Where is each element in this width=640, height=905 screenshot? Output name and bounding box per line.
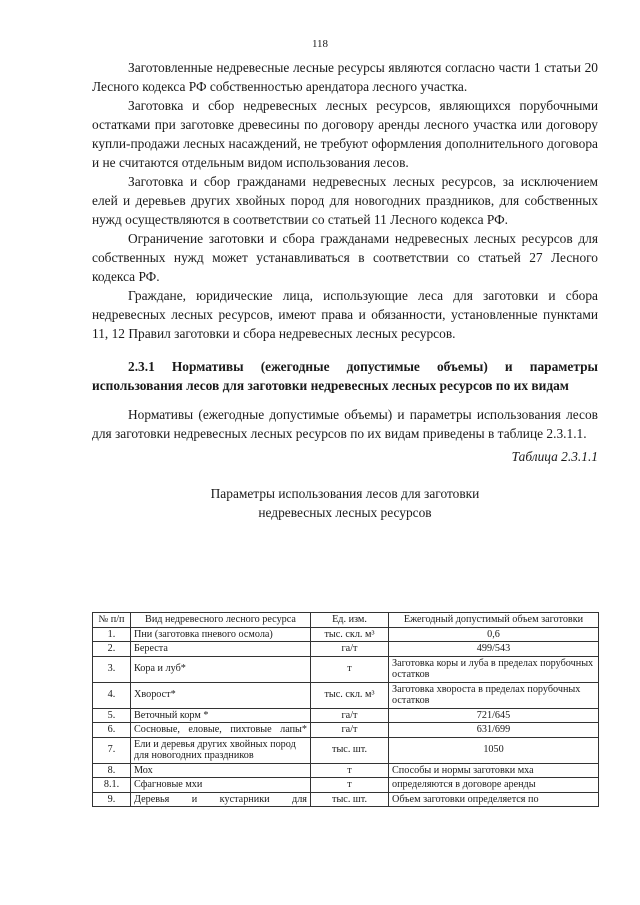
cell-unit: т <box>311 778 389 793</box>
cell-value: 631/699 <box>389 723 599 738</box>
table-row <box>93 708 599 723</box>
paragraph: Ограничение заготовки и сбора гражданами недревесных лесных ресурсов для собственных нужд может устанавливаться в соответствии со статьей 27 Лесного кодекса РФ. <box>92 231 598 284</box>
cell-unit: тыс. скл. м³ <box>311 682 389 708</box>
parameters-table <box>92 612 599 807</box>
header-value: Ежегодный допустимый объем заготовки <box>389 613 599 628</box>
paragraph: Заготовка и сбор недревесных лесных ресурсов, являющихся порубочными остатками при заготовке древесины по договору аренды лесного участка или договору купли-продажи лесных насаждений, не требуют оформления дополнительного договора и не считаются отдельным видом использования лесов. <box>92 98 598 170</box>
section-text: Нормативы (ежегодные допустимые объемы) и параметры использования лесов для заготовки недревесных лесных ресурсов по их видам приведены в таблице 2.3.1.1. <box>92 407 598 441</box>
table-row <box>93 737 599 763</box>
paragraph: Граждане, юридические лица, использующие леса для заготовки и сбора недревесных лесных ресурсов, имеют права и обязанности, установленные пунктами 11, 12 Правил заготовки и сбора недревесных лесных ресурсов. <box>92 288 598 341</box>
table-title <box>92 484 598 522</box>
cell-num: 7. <box>93 737 131 763</box>
cell-value: 0,6 <box>389 627 599 642</box>
cell-unit: тыс. шт. <box>311 792 389 807</box>
cell-name: Ели и деревья других хвойных пород для новогодних праздников <box>131 737 311 763</box>
cell-value: Объем заготовки определяется по <box>389 792 599 807</box>
table-row <box>93 763 599 778</box>
cell-value: 499/543 <box>389 642 599 657</box>
table-caption: Таблица 2.3.1.1 <box>511 449 598 464</box>
table-title-line: недревесных лесных ресурсов <box>258 505 432 520</box>
page-number: 118 <box>311 38 329 50</box>
cell-value: Способы и нормы заготовки мха <box>389 763 599 778</box>
cell-name: Деревья и кустарники для <box>131 792 311 807</box>
cell-num: 2. <box>93 642 131 657</box>
header-name: Вид недревесного лесного ресурса <box>131 613 311 628</box>
cell-value: 1050 <box>389 737 599 763</box>
table-row <box>93 682 599 708</box>
cell-name: Мох <box>131 763 311 778</box>
section-heading: 2.3.1 Нормативы (ежегодные допустимые объемы) и параметры использования лесов для заготовки недревесных лесных ресурсов по их видам <box>92 359 598 393</box>
table-header-row <box>93 613 599 628</box>
cell-num: 5. <box>93 708 131 723</box>
cell-name: Хворост* <box>131 682 311 708</box>
cell-num: 3. <box>93 656 131 682</box>
cell-name: Сфагновые мхи <box>131 778 311 793</box>
table-row <box>93 642 599 657</box>
cell-name: Сосновые, еловые, пихтовые лапы* <box>131 723 311 738</box>
cell-value: Заготовка коры и луба в пределах порубочных остатков <box>389 656 599 682</box>
cell-unit: тыс. шт. <box>311 737 389 763</box>
cell-num: 4. <box>93 682 131 708</box>
cell-unit: т <box>311 656 389 682</box>
table-row <box>93 656 599 682</box>
cell-value: Заготовка хвороста в пределах порубочных остатков <box>389 682 599 708</box>
cell-name: Береста <box>131 642 311 657</box>
cell-num: 6. <box>93 723 131 738</box>
cell-unit: тыс. скл. м³ <box>311 627 389 642</box>
cell-num: 8. <box>93 763 131 778</box>
cell-name: Пни (заготовка пневого осмола) <box>131 627 311 642</box>
cell-name: Веточный корм * <box>131 708 311 723</box>
cell-unit: га/т <box>311 642 389 657</box>
cell-num: 9. <box>93 792 131 807</box>
table-row <box>93 627 599 642</box>
cell-num: 1. <box>93 627 131 642</box>
cell-unit: га/т <box>311 708 389 723</box>
table-title-line: Параметры использования лесов для заготовки <box>210 486 480 501</box>
paragraph: Заготовка и сбор гражданами недревесных лесных ресурсов, за исключением елей и деревьев других хвойных пород для новогодних праздников, для собственных нужд осуществляются в соответствии со статьей 11 Лесного кодекса РФ. <box>92 174 598 227</box>
header-num: № п/п <box>93 613 131 628</box>
cell-unit: т <box>311 763 389 778</box>
table-row <box>93 792 599 807</box>
table-row <box>93 723 599 738</box>
table-row <box>93 778 599 793</box>
header-unit: Ед. изм. <box>311 613 389 628</box>
cell-value: определяются в договоре аренды <box>389 778 599 793</box>
cell-value: 721/645 <box>389 708 599 723</box>
cell-unit: га/т <box>311 723 389 738</box>
document-body <box>92 58 598 522</box>
cell-num: 8.1. <box>93 778 131 793</box>
paragraph: Заготовленные недревесные лесные ресурсы являются согласно части 1 статьи 20 Лесного кодекса РФ собственностью арендатора лесного участка. <box>92 60 598 94</box>
cell-name: Кора и луб* <box>131 656 311 682</box>
